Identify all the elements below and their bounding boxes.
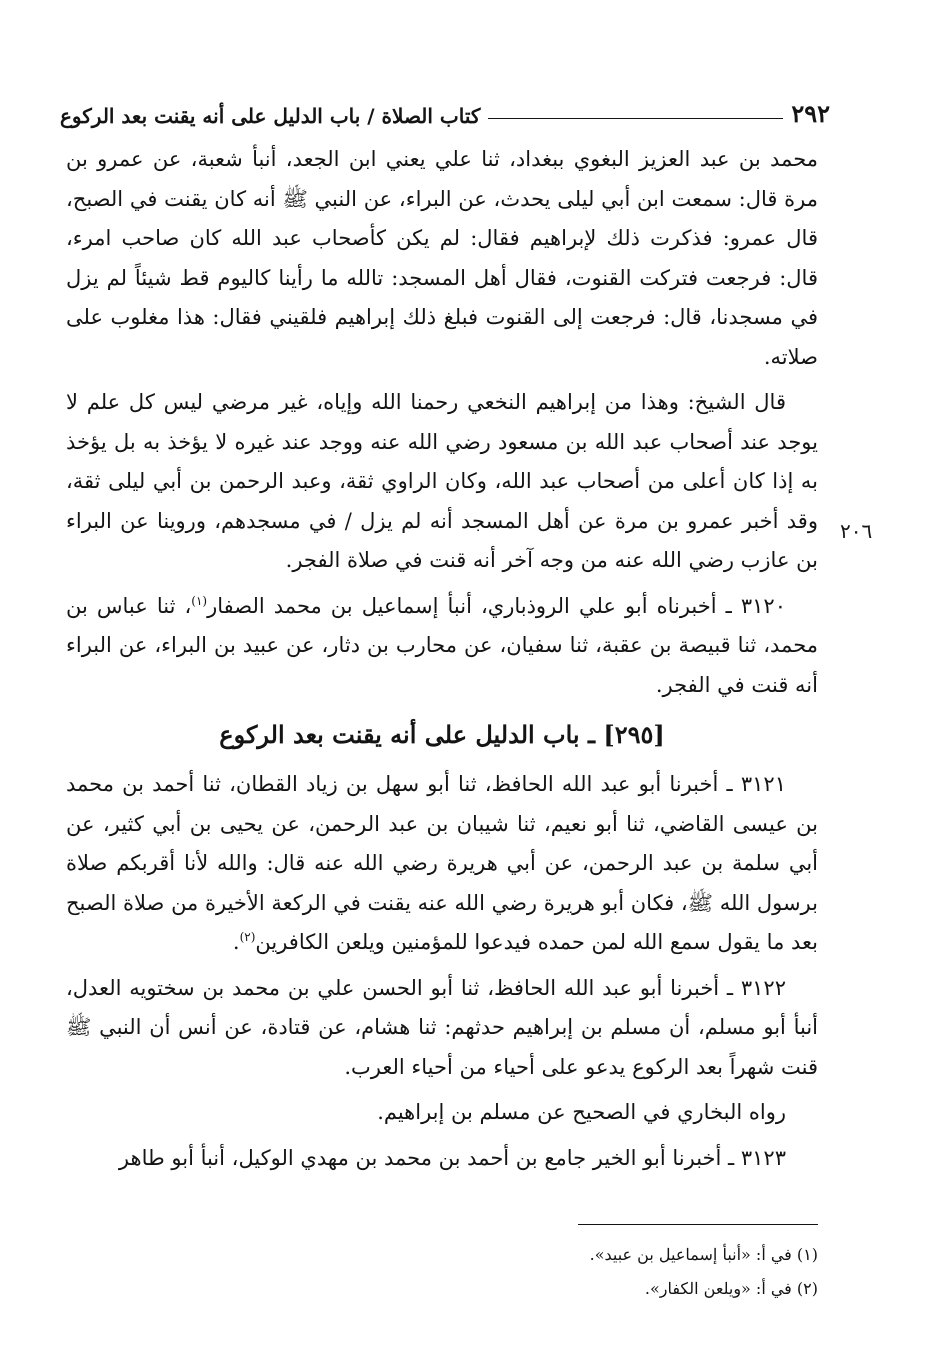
footnote-separator	[578, 1224, 818, 1225]
header-rule	[488, 118, 783, 119]
paragraph-text: .	[232, 930, 240, 954]
paragraph-text: ٣١٢١ ـ أخبرنا أبو عبد الله الحافظ، ثنا أبو سهل بن زياد القطان، ثنا أحمد بن محمد بن عيسى القاضي، ثنا أبو نعيم، ثنا شيبان بن عبد الرحمن، عن يحيى بن أبي كثير، عن أبي سلمة بن عبد الرحمن، عن أبي هريرة رضي الله عنه قال: والله لأنا أقربكم صلاة برسول الله ﷺ، فكان أبو هريرة رضي الله عنه يقنت في الركعة الأخيرة من صلاة الصبح بعد ما يقول سمع الله لمن حمده فيدعوا للمؤمنين ويلعن الكافرين	[66, 772, 818, 954]
paragraph	[66, 765, 818, 963]
paragraph-text: ٣١٢٠ ـ أخبرناه أبو علي الروذباري، أنبأ إسماعيل بن محمد الصفار	[207, 593, 786, 618]
paragraph: ٣١٢٢ ـ أخبرنا أبو عبد الله الحافظ، ثنا أبو الحسن علي بن محمد بن سختويه العدل، أنبأ أبو مسلم، أن مسلم بن إبراهيم حدثهم: ثنا هشام، عن قتادة، عن أنس أن النبي ﷺ قنت شهراً بعد الركوع يدعو على أحياء من أحياء العرب.	[66, 975, 818, 1079]
footnote: (٢) في أ: «ويلعن الكفار».	[644, 1279, 818, 1298]
page-number: ٢٩٢	[791, 99, 830, 128]
main-text	[66, 140, 818, 1184]
paragraph: ٣١٢٣ ـ أخبرنا أبو الخير جامع بن أحمد بن محمد بن مهدي الوكيل، أنبأ أبو طاهر	[118, 1145, 786, 1170]
section-heading: [٢٩٥] ـ باب الدليل على أنه يقنت بعد الركوع	[219, 720, 665, 749]
paragraph: محمد بن عبد العزيز البغوي ببغداد، ثنا علي يعني ابن الجعد، أنبأ شعبة، عن عمرو بن مرة قال: سمعت ابن أبي ليلى يحدث، عن البراء، عن النبي ﷺ أنه كان يقنت في الصبح، قال عمرو: فذكرت ذلك لإبراهيم فقال: لم يكن كأصحاب عبد الله كان صاحب امرء، قال: فرجعت فتركت القنوت، فقال أهل المسجد: تالله ما رأينا كاليوم قط شيئاً لم يزل في مسجدنا، قال: فرجعت إلى القنوت فبلغ ذلك إبراهيم فلقيني فقال: هذا مغلوب على صلاته.	[66, 147, 818, 369]
paragraph: قال الشيخ: وهذا من إبراهيم النخعي رحمنا الله وإياه، غير مرضي ليس كل علم لا يوجد عند أصحاب عبد الله بن مسعود رضي الله عنه ووجد عند غيره لا يؤخذ به بل يؤخذ به إذا كان أعلى من أصحاب عبد الله، وكان الراوي ثقة، وعبد الرحمن بن أبي ليلى ثقة، وقد أخبر عمرو بن مرة عن أهل المسجد أنه لم يزل / في مسجدهم، وروينا عن البراء بن عازب رضي الله عنه من وجه آخر أنه قنت في صلاة الفجر.	[66, 390, 818, 572]
footnote-ref: (٢)	[239, 930, 256, 944]
paragraph-text: ، ثنا عباس بن محمد، ثنا قبيصة بن عقبة، ثنا سفيان، عن محارب بن دثار، عن عبيد بن البراء، عن البراء أنه قنت في الفجر.	[66, 593, 818, 697]
paragraph	[66, 587, 818, 706]
running-header	[60, 88, 830, 128]
footnote: (١) في أ: «أنبأ إسماعيل بن عبيد».	[589, 1245, 818, 1264]
paragraph: رواه البخاري في الصحيح عن مسلم بن إبراهيم.	[377, 1100, 786, 1124]
marginal-page-number: ٢٠٦	[840, 519, 873, 543]
running-title: كتاب الصلاة / باب الدليل على أنه يقنت بعد الركوع	[60, 104, 481, 128]
footnote-ref: (١)	[191, 593, 208, 608]
footnotes	[400, 1238, 818, 1306]
